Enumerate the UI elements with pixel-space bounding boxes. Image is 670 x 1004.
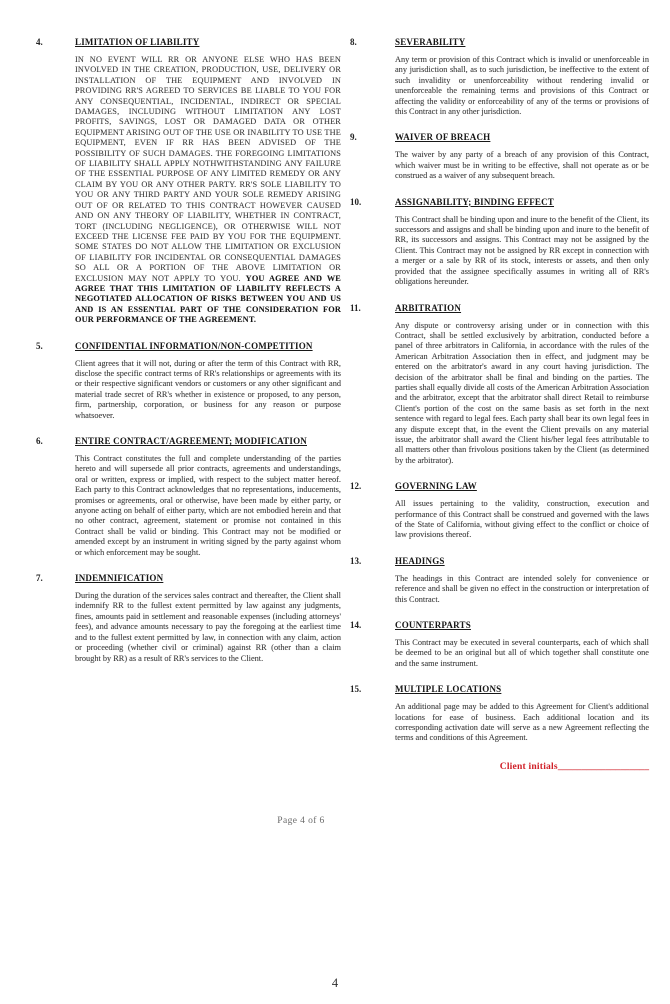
section-body <box>395 556 649 605</box>
section-title: COUNTERPARTS <box>395 620 471 631</box>
section-13 <box>350 556 649 605</box>
section-body <box>395 620 649 669</box>
paragraph-text: Any dispute or controversy arising under or in connection with this Contract, shall be settled exclusively by arbitration, conducted before a panel of three arbitrators in California, in accordance with the rules of the American Arbitration Association then in effect, and judgment may be entered on the arbitrator's award in any court having jurisdiction. The decision of the arbitrator shall be final and binding on the parties. The parties shall equally divide all costs of the American Arbitration Association and the arbitrator, except that the arbitrator shall direct Retail to reimburse Client's portion of the cost on the same basis as set forth in the next sentence with regard to legal fees. Each party shall bear its own legal fees in any dispute except that, in the event the Client prevails on any material issue, the arbitrator shall award the Client his/her legal fees attributable to all matters other than frivolous positions taken by the Client (as determined by the arbitrator). <box>395 320 649 465</box>
section-body <box>395 197 649 288</box>
section-11 <box>350 303 649 467</box>
paragraph-text: This Contract shall be binding upon and inure to the benefit of the Client, its successors and assigns and shall be binding upon and inure to the benefit of RR, its successors and assigns. This Contract may not be assigned by the Client. This Contract may not be assigned by RR except in connection with a merger or a sale by RR of its stock, interests or assets, and then only provided that the assignee specifically assumes in writing all of RR's obligations hereunder. <box>395 214 649 287</box>
section-10 <box>350 197 649 288</box>
page-footer-label: Page 4 of 6 <box>277 816 325 826</box>
section-number: 10. <box>350 196 362 207</box>
paragraph <box>395 321 649 467</box>
section-number: 13. <box>350 555 362 566</box>
paragraph <box>75 591 341 664</box>
section-number: 6. <box>36 436 43 446</box>
section-title: HEADINGS <box>395 555 445 566</box>
section-number: 11. <box>350 302 361 313</box>
paragraph-text: An additional page may be added to this Agreement for Client's additional locations for ease of business. Each additional location and its corresponding activation date will serve as a new Agreement reflecting the terms and conditions of this Agreement. <box>395 702 649 743</box>
section-body <box>75 573 341 664</box>
section-9 <box>350 132 649 181</box>
section-body <box>395 37 649 117</box>
paragraph <box>75 55 341 326</box>
paragraph <box>395 499 649 541</box>
section-title: INDEMNIFICATION <box>75 573 164 584</box>
paragraph <box>395 574 649 605</box>
right-column <box>350 37 649 772</box>
section-number: 9. <box>350 132 357 143</box>
section-body <box>75 341 341 421</box>
section-number: 4. <box>36 37 43 47</box>
section-6 <box>36 436 341 558</box>
section-body <box>395 684 649 744</box>
paragraph <box>75 359 341 421</box>
paragraph <box>75 454 341 558</box>
section-7 <box>36 573 341 664</box>
section-body <box>75 37 341 326</box>
paragraph-text: During the duration of the services sales contract and thereafter, the Client shall indemnify RR to the fullest extent permitted by law against any judgments, fines, amounts paid in settlement and reasonable expenses (including attorneys' fees), and advance amounts necessary to pay the foregoing at the earliest time and to the fullest extent permitted by law, in connection with any claim, action or proceeding (whether civil or criminal) against RR (other than a claim brought by RR) as a result of RR's services to the Client. <box>75 591 341 663</box>
paragraph <box>395 215 649 288</box>
client-initials-line[interactable]: ___________________ <box>557 760 649 772</box>
section-number: 8. <box>350 37 357 47</box>
section-title: ENTIRE CONTRACT/AGREEMENT; MODIFICATION <box>75 436 307 446</box>
section-title: CONFIDENTIAL INFORMATION/NON-COMPETITION <box>75 340 313 351</box>
section-title: MULTIPLE LOCATIONS <box>395 684 502 695</box>
paragraph <box>395 150 649 181</box>
paragraph-text: IN NO EVENT WILL RR OR ANYONE ELSE WHO HAS BEEN INVOLVED IN THE CREATION, PRODUCTION, USE, DELIVERY OR INSTALLATION OF THE EQUIPMENT AND INVOLVED IN PROVIDING RR'S AGREED TO SERVICES BE LIABLE TO YOU FOR ANY CONSEQUENTIAL, INCIDENTAL, INDIRECT OR SPECIAL DAMAGES, INCLUDING WITHOUT LIMITATION ANY LOST PROFITS, SAVINGS, LOST OR DAMAGED DATA OR OTHER EQUIPMENT ARISING OUT OF THE USE OR INABILITY TO USE THE EQUIPMENT, EVEN IF RR HAS BEEN ADVISED OF THE POSSIBILITY OF SUCH DAMAGES. THE FOREGOING LIMITATIONS OF LIABILITY SHALL APPLY NOTHWITHSTANDING ANY FAILURE OF THE ESSENTIAL PURPOSE OF ANY LIMITED REMEDY OR ANY CLAIM BY YOU OR ANY OTHER PARTY. RR'S SOLE LIABILITY TO YOU OR ANY THIRD PARTY AND YOUR SOLE REMEDY ARISING OUT OF OR RELATED TO THIS CONTRACT HOWEVER CAUSED AND ON ANY THEORY OF LIABILITY, WHETHER IN CONTRACT, TORT (INCLUDING NEGLIGENCE), OR OTHERWISE WILL NOT EXCEED THE LICENSE FEE PAID BY YOU FOR THE EQUIPMENT. SOME STATES DO NOT ALLOW THE LIMITATION OR EXCLUSION OF LIABILITY FOR INCIDENTAL OR CONSEQUENTIAL DAMAGES SO ALL OR A PORTION OF THE ABOVE LIMITATION OR EXCLUSION MAY NOT APPLY TO YOU. <box>75 55 341 283</box>
section-14 <box>350 620 649 669</box>
paragraph-text: The headings in this Contract are intended solely for convenience or reference and shall be given no effect in the construction or interpretation of this Contract. <box>395 573 649 604</box>
right-sections <box>350 37 649 744</box>
section-title: ASSIGNABILITY; BINDING EFFECT <box>395 196 555 207</box>
section-8 <box>350 37 649 117</box>
section-title: WAIVER OF BREACH <box>395 132 491 143</box>
section-12 <box>350 481 649 541</box>
section-title: ARBITRATION <box>395 302 462 313</box>
paragraph <box>395 702 649 744</box>
section-body <box>395 132 649 181</box>
section-5 <box>36 341 341 421</box>
section-15 <box>350 684 649 744</box>
bottom-page-number: 4 <box>331 976 339 990</box>
section-number: 7. <box>36 573 43 584</box>
paragraph-bold-text: YOU AGREE AND WE AGREE THAT THIS LIMITATION OF LIABILITY REFLECTS A NEGOTIATED ALLOCATION OF RISKS BETWEEN YOU AND US AND IS AN ESSENTIAL PART OF THE CONSIDERATION FOR OUR PERFORMANCE OF THE AGREEMENT. <box>75 273 341 325</box>
left-sections <box>36 37 341 664</box>
section-title: LIMITATION OF LIABILITY <box>75 37 200 47</box>
section-4 <box>36 37 341 326</box>
section-number: 14. <box>350 620 362 631</box>
section-body <box>395 481 649 541</box>
paragraph-text: This Contract may be executed in several counterparts, each of which shall be deemed to be an original but all of which together shall constitute one and the same instrument. <box>395 638 649 668</box>
section-body <box>395 303 649 467</box>
section-number: 5. <box>36 340 43 351</box>
section-number: 15. <box>350 684 362 695</box>
section-title: SEVERABILITY <box>395 37 466 47</box>
paragraph-text: This Contract constitutes the full and complete understanding of the parties hereto and will supersede all prior contracts, agreements and understandings, oral or written, express or implied, with respect to the subject matter hereof. Each party to this Contract acknowledges that no representations, inducements, promises or agreements, oral or otherwise, have been made by either party, or anyone acting on behalf of either party, which are not embodied herein and that no other contract, agreement, statement or promise not contained in this Contract shall be valid or binding. This Contract may not be modified or amended except by an instrument in writing signed by the party against whom or which enforcement may be sought. <box>75 454 341 557</box>
paragraph <box>395 638 649 669</box>
paragraph-text: All issues pertaining to the validity, construction, execution and performance of this Contract shall be construed and governed with the laws of the State of California, without giving effect to the conflict or choice of law provisions thereof. <box>395 499 649 540</box>
paragraph-text: Client agrees that it will not, during or after the term of this Contract with RR, disclose the specific contract terms of RR's relationships or agreements with its or their respective significant vendors or customers or any other significant and material trade secret of RR's whether in existence or proposed, to any person, firm, partnership, corporation, or business for any reason or purpose whatsoever. <box>75 358 341 420</box>
client-initials-label: Client initials <box>499 760 558 772</box>
paragraph-text: The waiver by any party of a breach of any provision of this Contract, which waiver must be in writing to be effective, shall not operate as or be construed as a waiver of any subsequent breach. <box>395 150 649 181</box>
paragraph-text: Any term or provision of this Contract which is invalid or unenforceable in any jurisdiction shall, as to such jurisdiction, be ineffective to the extent of such invalidity or unenforceability without rendering invalid or unenforceable the remaining terms and provisions of this Contract or affecting the validity or enforceability of any of the terms or provisions of this Contract in any other jurisdiction. <box>395 55 649 117</box>
left-column <box>36 37 341 679</box>
section-body <box>75 436 341 558</box>
section-number: 12. <box>350 481 362 492</box>
section-title: GOVERNING LAW <box>395 481 477 492</box>
paragraph <box>395 55 649 117</box>
client-initials <box>350 761 649 772</box>
